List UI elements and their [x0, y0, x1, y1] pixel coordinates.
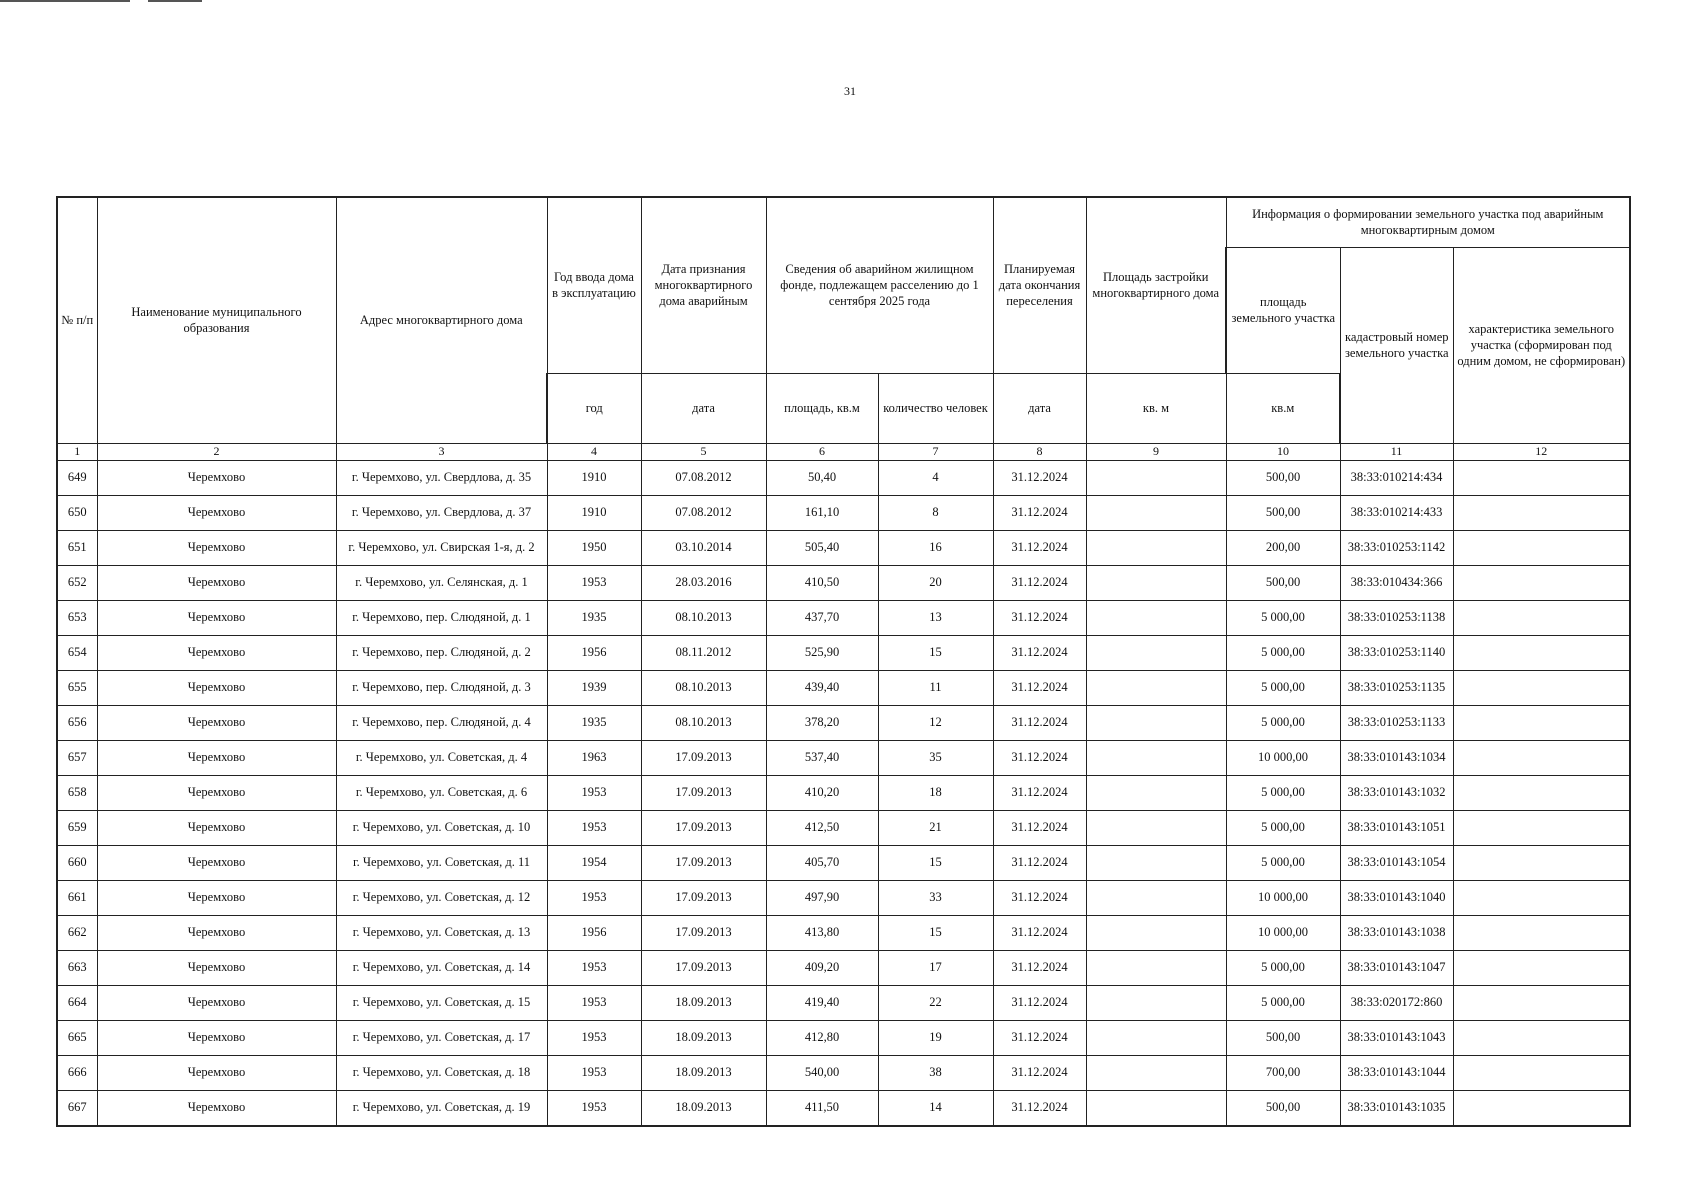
address-cell: г. Черемхово, ул. Советская, д. 14 [336, 950, 547, 985]
year-built-cell: 1953 [547, 1055, 641, 1090]
cadastral-number-cell: 38:33:010143:1044 [1340, 1055, 1453, 1090]
municipality-cell: Черемхово [97, 915, 336, 950]
emergency-date-cell: 17.09.2013 [641, 950, 766, 985]
header-planned-end: Планируемая дата окончания переселения [993, 197, 1086, 373]
area-cell: 525,90 [766, 635, 878, 670]
land-characteristic-cell [1453, 740, 1630, 775]
year-built-cell: 1935 [547, 705, 641, 740]
header-year-built: Год ввода дома в эксплуатацию [547, 197, 641, 373]
column-number: 6 [766, 443, 878, 460]
land-characteristic-cell [1453, 845, 1630, 880]
page-number: 31 [844, 84, 856, 98]
address-cell: г. Черемхово, ул. Советская, д. 15 [336, 985, 547, 1020]
table-row [57, 705, 1630, 740]
people-count-cell: 11 [878, 670, 993, 705]
planned-end-cell: 31.12.2024 [993, 635, 1086, 670]
column-number: 7 [878, 443, 993, 460]
area-cell: 537,40 [766, 740, 878, 775]
column-number: 11 [1340, 443, 1453, 460]
column-number: 1 [57, 443, 97, 460]
column-number: 5 [641, 443, 766, 460]
land-characteristic-cell [1453, 705, 1630, 740]
area-cell: 439,40 [766, 670, 878, 705]
municipality-cell: Черемхово [97, 845, 336, 880]
planned-end-cell: 31.12.2024 [993, 1020, 1086, 1055]
address-cell: г. Черемхово, ул. Советская, д. 4 [336, 740, 547, 775]
land-area-cell: 10 000,00 [1226, 740, 1340, 775]
row-number: 661 [57, 880, 97, 915]
row-number: 652 [57, 565, 97, 600]
cadastral-number-cell: 38:33:010214:433 [1340, 495, 1453, 530]
column-number-row [57, 443, 1630, 460]
cadastral-number-cell: 38:33:010143:1043 [1340, 1020, 1453, 1055]
year-built-cell: 1910 [547, 495, 641, 530]
header-land-characteristic: характеристика земельного участка (сформирован под одним домом, не сформирован) [1453, 247, 1630, 443]
row-number: 650 [57, 495, 97, 530]
land-area-cell: 500,00 [1226, 495, 1340, 530]
cadastral-number-cell: 38:33:020172:860 [1340, 985, 1453, 1020]
cadastral-number-cell: 38:33:010143:1035 [1340, 1090, 1453, 1126]
emergency-date-cell: 18.09.2013 [641, 985, 766, 1020]
municipality-cell: Черемхово [97, 950, 336, 985]
table-row [57, 600, 1630, 635]
row-number: 653 [57, 600, 97, 635]
address-cell: г. Черемхово, ул. Селянская, д. 1 [336, 565, 547, 600]
year-built-cell: 1935 [547, 600, 641, 635]
year-built-cell: 1963 [547, 740, 641, 775]
emergency-date-cell: 18.09.2013 [641, 1090, 766, 1126]
area-cell: 50,40 [766, 460, 878, 495]
cadastral-number-cell: 38:33:010253:1142 [1340, 530, 1453, 565]
land-characteristic-cell [1453, 1090, 1630, 1126]
planned-end-cell: 31.12.2024 [993, 530, 1086, 565]
table-row [57, 460, 1630, 495]
built-area-cell [1086, 495, 1226, 530]
planned-end-cell: 31.12.2024 [993, 670, 1086, 705]
table-row [57, 1055, 1630, 1090]
municipality-cell: Черемхово [97, 565, 336, 600]
column-number: 12 [1453, 443, 1630, 460]
address-cell: г. Черемхово, ул. Советская, д. 17 [336, 1020, 547, 1055]
row-number: 664 [57, 985, 97, 1020]
header-fund-info: Сведения об аварийном жилищном фонде, подлежащем расселению до 1 сентября 2025 года [766, 197, 993, 373]
scan-edge-line [148, 0, 202, 2]
planned-end-cell: 31.12.2024 [993, 1090, 1086, 1126]
row-number: 666 [57, 1055, 97, 1090]
cadastral-number-cell: 38:33:010143:1038 [1340, 915, 1453, 950]
planned-end-cell: 31.12.2024 [993, 740, 1086, 775]
year-built-cell: 1953 [547, 565, 641, 600]
land-area-cell: 5 000,00 [1226, 705, 1340, 740]
land-area-cell: 700,00 [1226, 1055, 1340, 1090]
header-municipality: Наименование муниципального образования [97, 197, 336, 443]
table-row [57, 1020, 1630, 1055]
land-characteristic-cell [1453, 950, 1630, 985]
emergency-date-cell: 07.08.2012 [641, 495, 766, 530]
planned-end-cell: 31.12.2024 [993, 460, 1086, 495]
table-row [57, 845, 1630, 880]
area-cell: 409,20 [766, 950, 878, 985]
land-area-cell: 5 000,00 [1226, 810, 1340, 845]
header-n: № п/п [57, 197, 97, 443]
header-land-area: площадь земельного участка [1226, 247, 1340, 373]
unit-area: площадь, кв.м [766, 373, 878, 443]
people-count-cell: 22 [878, 985, 993, 1020]
land-characteristic-cell [1453, 460, 1630, 495]
land-characteristic-cell [1453, 530, 1630, 565]
municipality-cell: Черемхово [97, 985, 336, 1020]
header-built-area: Площадь застройки многоквартирного дома [1086, 197, 1226, 373]
municipality-cell: Черемхово [97, 600, 336, 635]
land-area-cell: 200,00 [1226, 530, 1340, 565]
emergency-date-cell: 03.10.2014 [641, 530, 766, 565]
land-characteristic-cell [1453, 565, 1630, 600]
column-number: 3 [336, 443, 547, 460]
table-row [57, 740, 1630, 775]
table-row [57, 810, 1630, 845]
row-number: 667 [57, 1090, 97, 1126]
area-cell: 437,70 [766, 600, 878, 635]
municipality-cell: Черемхово [97, 880, 336, 915]
land-area-cell: 500,00 [1226, 460, 1340, 495]
people-count-cell: 20 [878, 565, 993, 600]
land-area-cell: 5 000,00 [1226, 845, 1340, 880]
built-area-cell [1086, 915, 1226, 950]
year-built-cell: 1953 [547, 775, 641, 810]
unit-year: год [547, 373, 641, 443]
header-cadastral: кадастровый номер земельного участка [1340, 247, 1453, 443]
unit-land-area: кв.м [1226, 373, 1340, 443]
table-row [57, 1090, 1630, 1126]
land-characteristic-cell [1453, 915, 1630, 950]
land-characteristic-cell [1453, 1055, 1630, 1090]
planned-end-cell: 31.12.2024 [993, 985, 1086, 1020]
area-cell: 411,50 [766, 1090, 878, 1126]
planned-end-cell: 31.12.2024 [993, 810, 1086, 845]
emergency-date-cell: 28.03.2016 [641, 565, 766, 600]
cadastral-number-cell: 38:33:010253:1140 [1340, 635, 1453, 670]
area-cell: 410,50 [766, 565, 878, 600]
municipality-cell: Черемхово [97, 635, 336, 670]
header-address: Адрес многоквартирного дома [336, 197, 547, 443]
header-row-1 [57, 197, 1630, 247]
cadastral-number-cell: 38:33:010253:1138 [1340, 600, 1453, 635]
built-area-cell [1086, 1090, 1226, 1126]
planned-end-cell: 31.12.2024 [993, 915, 1086, 950]
people-count-cell: 19 [878, 1020, 993, 1055]
municipality-cell: Черемхово [97, 1020, 336, 1055]
municipality-cell: Черемхово [97, 1090, 336, 1126]
built-area-cell [1086, 635, 1226, 670]
people-count-cell: 15 [878, 845, 993, 880]
land-area-cell: 500,00 [1226, 1020, 1340, 1055]
people-count-cell: 35 [878, 740, 993, 775]
emergency-housing-table [56, 196, 1631, 1127]
row-number: 665 [57, 1020, 97, 1055]
emergency-date-cell: 17.09.2013 [641, 880, 766, 915]
column-number: 4 [547, 443, 641, 460]
area-cell: 505,40 [766, 530, 878, 565]
address-cell: г. Черемхово, пер. Слюдяной, д. 2 [336, 635, 547, 670]
land-characteristic-cell [1453, 635, 1630, 670]
built-area-cell [1086, 1055, 1226, 1090]
cadastral-number-cell: 38:33:010143:1040 [1340, 880, 1453, 915]
people-count-cell: 16 [878, 530, 993, 565]
address-cell: г. Черемхово, ул. Советская, д. 18 [336, 1055, 547, 1090]
unit-people: количество человек [878, 373, 993, 443]
year-built-cell: 1953 [547, 1020, 641, 1055]
area-cell: 413,80 [766, 915, 878, 950]
row-number: 660 [57, 845, 97, 880]
table-row [57, 635, 1630, 670]
area-cell: 410,20 [766, 775, 878, 810]
header-emergency-date: Дата признания многоквартирного дома аварийным [641, 197, 766, 373]
table-row [57, 985, 1630, 1020]
built-area-cell [1086, 565, 1226, 600]
column-number: 10 [1226, 443, 1340, 460]
row-number: 663 [57, 950, 97, 985]
area-cell: 497,90 [766, 880, 878, 915]
planned-end-cell: 31.12.2024 [993, 775, 1086, 810]
built-area-cell [1086, 600, 1226, 635]
built-area-cell [1086, 985, 1226, 1020]
emergency-date-cell: 08.11.2012 [641, 635, 766, 670]
built-area-cell [1086, 670, 1226, 705]
people-count-cell: 8 [878, 495, 993, 530]
year-built-cell: 1954 [547, 845, 641, 880]
land-area-cell: 5 000,00 [1226, 635, 1340, 670]
planned-end-cell: 31.12.2024 [993, 950, 1086, 985]
unit-planned-date: дата [993, 373, 1086, 443]
people-count-cell: 17 [878, 950, 993, 985]
scan-edge-line [0, 0, 130, 2]
built-area-cell [1086, 740, 1226, 775]
area-cell: 405,70 [766, 845, 878, 880]
year-built-cell: 1950 [547, 530, 641, 565]
address-cell: г. Черемхово, пер. Слюдяной, д. 1 [336, 600, 547, 635]
people-count-cell: 14 [878, 1090, 993, 1126]
year-built-cell: 1953 [547, 1090, 641, 1126]
table-row [57, 915, 1630, 950]
header-land-info: Информация о формировании земельного участка под аварийным многоквартирным домом [1226, 197, 1630, 247]
planned-end-cell: 31.12.2024 [993, 1055, 1086, 1090]
year-built-cell: 1956 [547, 915, 641, 950]
municipality-cell: Черемхово [97, 705, 336, 740]
area-cell: 412,80 [766, 1020, 878, 1055]
built-area-cell [1086, 530, 1226, 565]
built-area-cell [1086, 460, 1226, 495]
municipality-cell: Черемхово [97, 775, 336, 810]
municipality-cell: Черемхово [97, 530, 336, 565]
emergency-date-cell: 17.09.2013 [641, 775, 766, 810]
row-number: 657 [57, 740, 97, 775]
table-row [57, 670, 1630, 705]
people-count-cell: 38 [878, 1055, 993, 1090]
emergency-date-cell: 18.09.2013 [641, 1020, 766, 1055]
municipality-cell: Черемхово [97, 740, 336, 775]
area-cell: 419,40 [766, 985, 878, 1020]
built-area-cell [1086, 880, 1226, 915]
cadastral-number-cell: 38:33:010143:1054 [1340, 845, 1453, 880]
planned-end-cell: 31.12.2024 [993, 705, 1086, 740]
area-cell: 378,20 [766, 705, 878, 740]
people-count-cell: 15 [878, 915, 993, 950]
emergency-date-cell: 17.09.2013 [641, 915, 766, 950]
emergency-date-cell: 17.09.2013 [641, 845, 766, 880]
table-row [57, 880, 1630, 915]
land-characteristic-cell [1453, 880, 1630, 915]
built-area-cell [1086, 810, 1226, 845]
address-cell: г. Черемхово, ул. Советская, д. 6 [336, 775, 547, 810]
address-cell: г. Черемхово, ул. Советская, д. 10 [336, 810, 547, 845]
people-count-cell: 13 [878, 600, 993, 635]
row-number: 654 [57, 635, 97, 670]
table-row [57, 565, 1630, 600]
year-built-cell: 1910 [547, 460, 641, 495]
address-cell: г. Черемхово, пер. Слюдяной, д. 4 [336, 705, 547, 740]
year-built-cell: 1953 [547, 880, 641, 915]
address-cell: г. Черемхово, ул. Свердлова, д. 37 [336, 495, 547, 530]
address-cell: г. Черемхово, ул. Советская, д. 19 [336, 1090, 547, 1126]
emergency-date-cell: 08.10.2013 [641, 670, 766, 705]
people-count-cell: 15 [878, 635, 993, 670]
column-number: 8 [993, 443, 1086, 460]
land-area-cell: 5 000,00 [1226, 600, 1340, 635]
land-area-cell: 10 000,00 [1226, 880, 1340, 915]
land-area-cell: 5 000,00 [1226, 775, 1340, 810]
address-cell: г. Черемхово, пер. Слюдяной, д. 3 [336, 670, 547, 705]
row-number: 658 [57, 775, 97, 810]
built-area-cell [1086, 705, 1226, 740]
built-area-cell [1086, 775, 1226, 810]
planned-end-cell: 31.12.2024 [993, 880, 1086, 915]
emergency-date-cell: 17.09.2013 [641, 740, 766, 775]
table-row [57, 495, 1630, 530]
emergency-date-cell: 08.10.2013 [641, 705, 766, 740]
area-cell: 412,50 [766, 810, 878, 845]
planned-end-cell: 31.12.2024 [993, 565, 1086, 600]
cadastral-number-cell: 38:33:010434:366 [1340, 565, 1453, 600]
land-area-cell: 5 000,00 [1226, 670, 1340, 705]
unit-built-area: кв. м [1086, 373, 1226, 443]
emergency-date-cell: 07.08.2012 [641, 460, 766, 495]
land-characteristic-cell [1453, 670, 1630, 705]
address-cell: г. Черемхово, ул. Свирская 1-я, д. 2 [336, 530, 547, 565]
people-count-cell: 12 [878, 705, 993, 740]
built-area-cell [1086, 1020, 1226, 1055]
land-characteristic-cell [1453, 600, 1630, 635]
address-cell: г. Черемхово, ул. Советская, д. 12 [336, 880, 547, 915]
year-built-cell: 1953 [547, 810, 641, 845]
municipality-cell: Черемхово [97, 460, 336, 495]
people-count-cell: 21 [878, 810, 993, 845]
cadastral-number-cell: 38:33:010143:1034 [1340, 740, 1453, 775]
row-number: 649 [57, 460, 97, 495]
emergency-date-cell: 18.09.2013 [641, 1055, 766, 1090]
municipality-cell: Черемхово [97, 810, 336, 845]
row-number: 656 [57, 705, 97, 740]
address-cell: г. Черемхово, ул. Свердлова, д. 35 [336, 460, 547, 495]
year-built-cell: 1939 [547, 670, 641, 705]
row-number: 662 [57, 915, 97, 950]
land-characteristic-cell [1453, 775, 1630, 810]
table-body [57, 460, 1630, 1126]
cadastral-number-cell: 38:33:010253:1135 [1340, 670, 1453, 705]
land-area-cell: 5 000,00 [1226, 985, 1340, 1020]
land-area-cell: 500,00 [1226, 565, 1340, 600]
cadastral-number-cell: 38:33:010143:1051 [1340, 810, 1453, 845]
table-row [57, 950, 1630, 985]
planned-end-cell: 31.12.2024 [993, 600, 1086, 635]
row-number: 655 [57, 670, 97, 705]
land-area-cell: 500,00 [1226, 1090, 1340, 1126]
address-cell: г. Черемхово, ул. Советская, д. 13 [336, 915, 547, 950]
cadastral-number-cell: 38:33:010143:1032 [1340, 775, 1453, 810]
emergency-date-cell: 08.10.2013 [641, 600, 766, 635]
address-cell: г. Черемхово, ул. Советская, д. 11 [336, 845, 547, 880]
people-count-cell: 18 [878, 775, 993, 810]
municipality-cell: Черемхово [97, 495, 336, 530]
land-area-cell: 10 000,00 [1226, 915, 1340, 950]
land-characteristic-cell [1453, 985, 1630, 1020]
emergency-date-cell: 17.09.2013 [641, 810, 766, 845]
planned-end-cell: 31.12.2024 [993, 495, 1086, 530]
column-number: 2 [97, 443, 336, 460]
year-built-cell: 1953 [547, 950, 641, 985]
row-number: 659 [57, 810, 97, 845]
land-characteristic-cell [1453, 1020, 1630, 1055]
land-characteristic-cell [1453, 810, 1630, 845]
land-characteristic-cell [1453, 495, 1630, 530]
municipality-cell: Черемхово [97, 1055, 336, 1090]
area-cell: 161,10 [766, 495, 878, 530]
people-count-cell: 4 [878, 460, 993, 495]
year-built-cell: 1956 [547, 635, 641, 670]
municipality-cell: Черемхово [97, 670, 336, 705]
built-area-cell [1086, 950, 1226, 985]
built-area-cell [1086, 845, 1226, 880]
unit-date: дата [641, 373, 766, 443]
table-row [57, 530, 1630, 565]
row-number: 651 [57, 530, 97, 565]
table-row [57, 775, 1630, 810]
area-cell: 540,00 [766, 1055, 878, 1090]
cadastral-number-cell: 38:33:010143:1047 [1340, 950, 1453, 985]
people-count-cell: 33 [878, 880, 993, 915]
year-built-cell: 1953 [547, 985, 641, 1020]
column-number: 9 [1086, 443, 1226, 460]
planned-end-cell: 31.12.2024 [993, 845, 1086, 880]
cadastral-number-cell: 38:33:010253:1133 [1340, 705, 1453, 740]
land-area-cell: 5 000,00 [1226, 950, 1340, 985]
cadastral-number-cell: 38:33:010214:434 [1340, 460, 1453, 495]
